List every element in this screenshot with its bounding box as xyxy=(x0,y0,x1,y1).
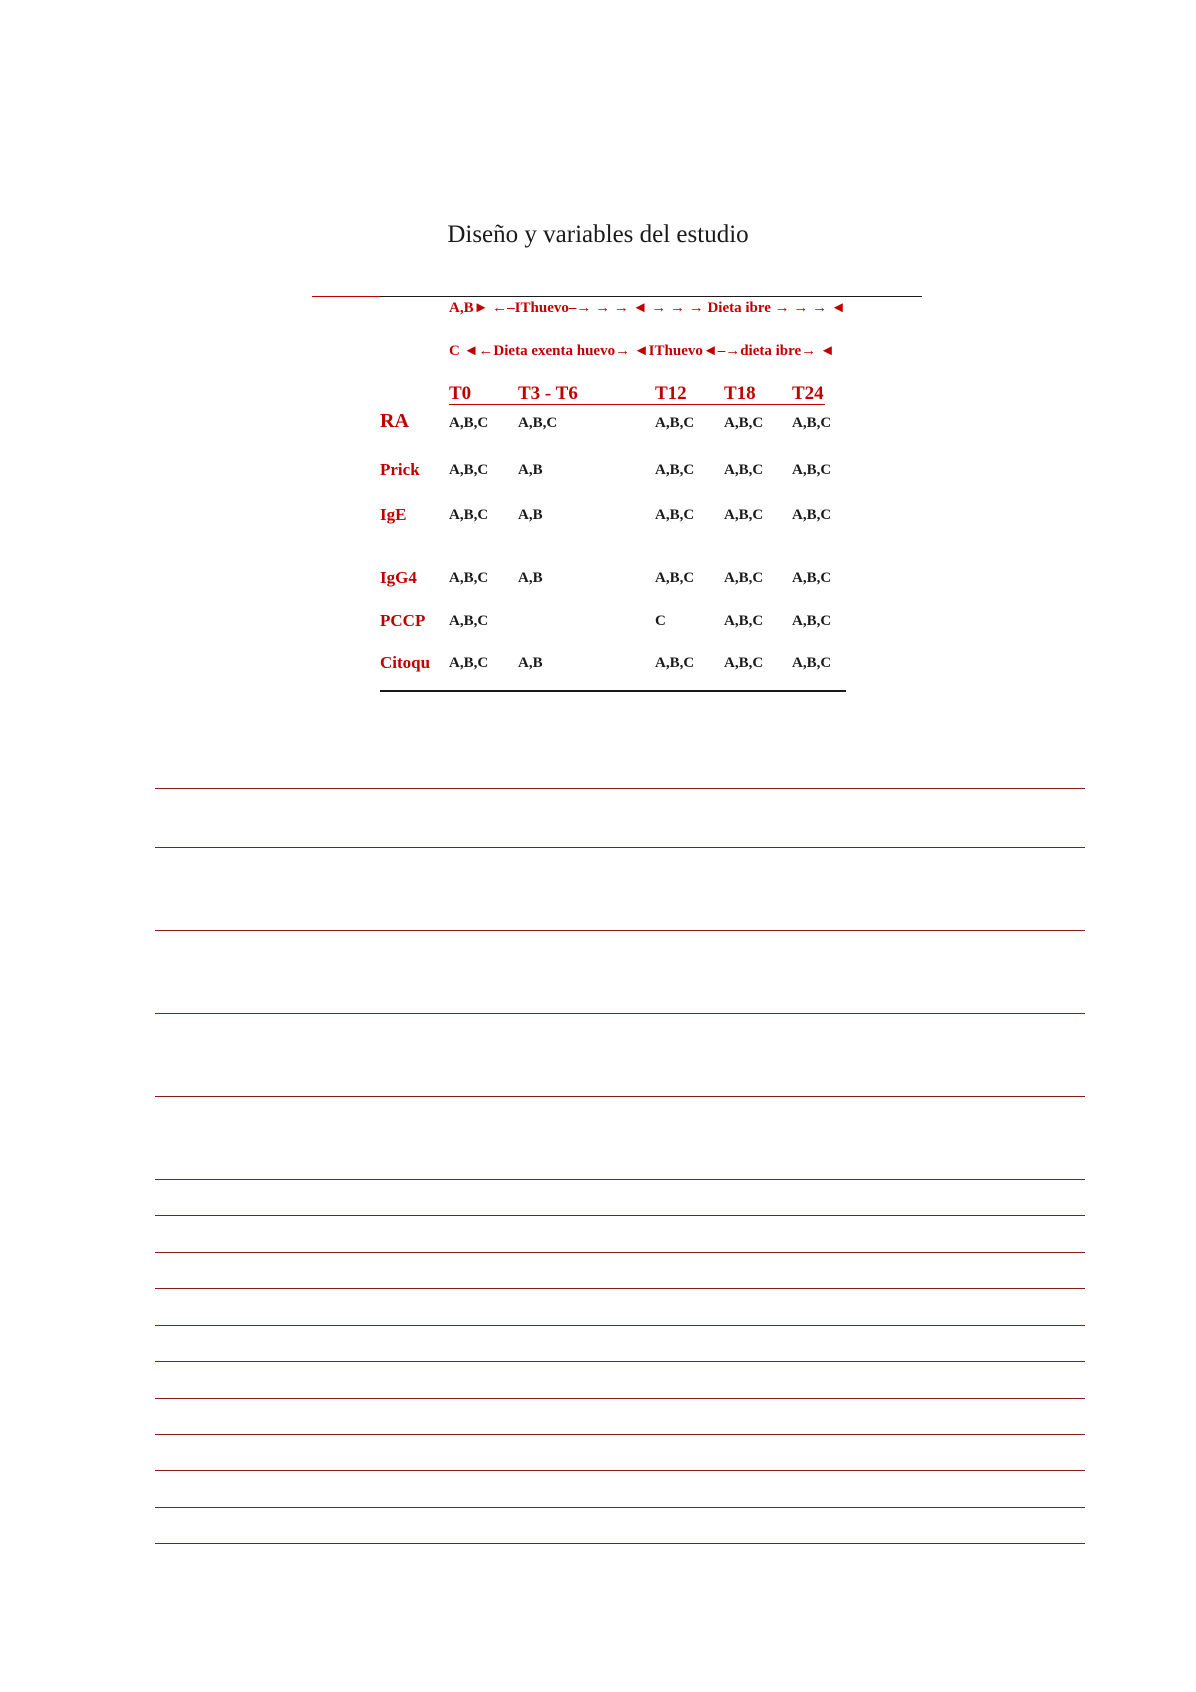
table-cell: A,B,C xyxy=(724,462,764,478)
table-cell: A,B,C xyxy=(792,613,832,629)
ruled-line xyxy=(155,1288,1085,1289)
table-cell: A,B,C xyxy=(518,415,558,431)
ruled-line xyxy=(155,1252,1085,1253)
table-cell: A,B,C xyxy=(449,655,489,671)
ruled-line xyxy=(155,1215,1085,1216)
table-cell: A,B,C xyxy=(449,415,489,431)
table-bottom-rule xyxy=(380,690,846,692)
ruled-line xyxy=(155,1398,1085,1399)
timepoint-t18: T18 xyxy=(724,383,756,404)
timepoint-t12: T12 xyxy=(655,383,687,404)
table-cell: A,B,C xyxy=(655,415,695,431)
timepoint-t24: T24 xyxy=(792,383,824,404)
ruled-line xyxy=(155,1543,1085,1544)
ruled-line xyxy=(155,847,1085,848)
table-cell: A,B,C xyxy=(792,415,832,431)
row-label-prick: Prick xyxy=(380,460,420,479)
table-cell: A,B,C xyxy=(792,462,832,478)
table-cell: A,B,C xyxy=(655,462,695,478)
table-cell: C xyxy=(655,613,666,629)
table-cell: A,B,C xyxy=(655,507,695,523)
table-cell: A,B,C xyxy=(449,613,489,629)
table-cell: A,B xyxy=(518,655,543,671)
table-top-rule-left xyxy=(312,296,382,297)
table-cell: A,B,C xyxy=(449,507,489,523)
timepoint-t3-t6: T3 - T6 xyxy=(518,383,578,404)
row-label-citoqu: Citoqu xyxy=(380,653,431,672)
row-label-ra: RA xyxy=(380,410,409,432)
table-cell: A,B,C xyxy=(724,415,764,431)
table-cell: A,B xyxy=(518,462,543,478)
table-cell: A,B,C xyxy=(792,655,832,671)
ruled-line xyxy=(155,1096,1085,1097)
ruled-line xyxy=(155,1013,1085,1014)
ruled-line xyxy=(155,1361,1085,1362)
table-cell: A,B,C xyxy=(724,613,764,629)
ruled-line xyxy=(155,1434,1085,1435)
row-label-igg4: IgG4 xyxy=(380,568,417,587)
ruled-line xyxy=(155,1325,1085,1326)
table-top-rule xyxy=(380,296,922,297)
table-cell: A,B,C xyxy=(724,655,764,671)
table-cell: A,B,C xyxy=(449,462,489,478)
timeline-c: C ◄←Dieta exenta huevo→ ◄IThuevo◄–→dieta ibre→ ◄ xyxy=(449,343,835,359)
ruled-line xyxy=(155,930,1085,931)
table-cell: A,B,C xyxy=(655,655,695,671)
row-label-pccp: PCCP xyxy=(380,611,426,630)
table-cell: A,B,C xyxy=(724,507,764,523)
timeline-ab: A,B► ←–IThuevo–→ → → ◄ → → → Dieta ibre → → → ◄ xyxy=(449,300,846,316)
table-cell: A,B,C xyxy=(724,570,764,586)
table-cell: A,B,C xyxy=(655,570,695,586)
table-cell: A,B,C xyxy=(792,507,832,523)
timepoint-underline xyxy=(449,404,825,405)
table-cell: A,B,C xyxy=(792,570,832,586)
table-cell: A,B xyxy=(518,570,543,586)
timepoint-t0: T0 xyxy=(449,383,472,404)
table-cell: A,B,C xyxy=(449,570,489,586)
ruled-line xyxy=(155,1179,1085,1180)
table-cell: A,B xyxy=(518,507,543,523)
ruled-line xyxy=(155,1470,1085,1471)
ruled-line xyxy=(155,788,1085,789)
row-label-ige: IgE xyxy=(380,505,407,524)
ruled-line xyxy=(155,1507,1085,1508)
page-title: Diseño y variables del estudio xyxy=(447,221,749,248)
